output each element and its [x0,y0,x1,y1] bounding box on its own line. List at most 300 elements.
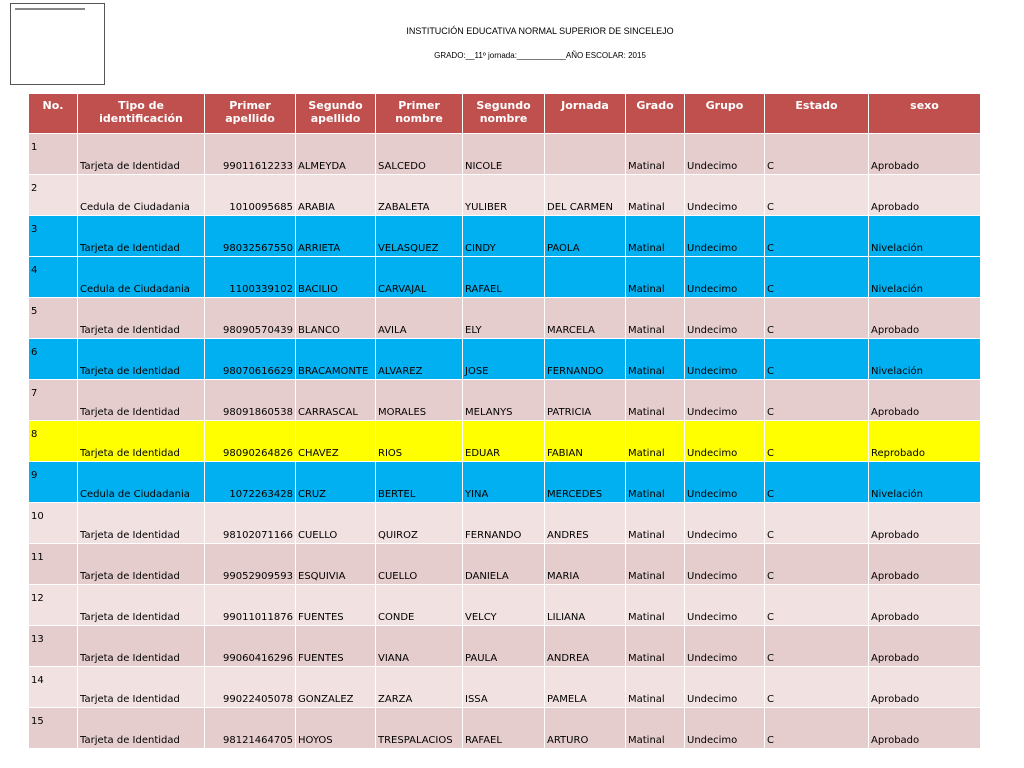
cell-primer-nombre: EDUAR [465,448,501,459]
cell-no-container [29,421,78,462]
cell-tipo: Tarjeta de Identidad [80,366,180,377]
cell-tipo-container [78,626,205,667]
cell-grupo: C [767,530,774,541]
cell-grupo-container [765,380,869,421]
cell-jornada-container [626,175,685,216]
cell-primer-apellido-container [296,626,376,667]
cell-grupo: C [767,243,774,254]
cell-no-container [29,298,78,339]
cell-grupo-container [765,216,869,257]
cell-primer-apellido-container [296,708,376,749]
cell-tipo-container [78,257,205,298]
cell-segundo-nombre: MARCELA [547,325,595,336]
cell-id-container [205,298,296,339]
cell-estado-container [869,544,981,585]
cell-tipo-container [78,380,205,421]
cell-id-container [205,585,296,626]
cell-grado-container [685,134,765,175]
cell-estado: Aprobado [871,653,920,664]
cell-estado: Nivelación [871,284,923,295]
cell-segundo-nombre: FERNANDO [547,366,604,377]
cell-estado: Aprobado [871,161,920,172]
cell-no-container [29,339,78,380]
cell-estado-container [869,298,981,339]
cell-tipo: Tarjeta de Identidad [80,161,180,172]
cell-jornada: Matinal [628,612,665,623]
logo-placeholder-icon [15,8,85,10]
cell-id: 1100339102 [229,284,293,295]
cell-primer-apellido-container [296,134,376,175]
cell-jornada: Matinal [628,407,665,418]
cell-estado: Nivelación [871,489,923,500]
table-row [29,298,981,339]
cell-id-container [205,462,296,503]
cell-id-container [205,544,296,585]
cell-jornada-container [626,585,685,626]
cell-grupo: C [767,448,774,459]
cell-primer-apellido-container [296,667,376,708]
cell-primer-apellido: BLANCO [298,325,340,336]
cell-id: 98090264826 [223,448,293,459]
cell-no: 4 [31,265,38,277]
table-row [29,544,981,585]
cell-grupo: C [767,612,774,623]
cell-grado-container [685,585,765,626]
cell-segundo-apellido: CUELLO [378,571,418,582]
cell-grado: Undecimo [687,366,738,377]
cell-segundo-nombre: LILIANA [547,612,586,623]
cell-jornada: Matinal [628,571,665,582]
cell-primer-nombre-container [463,421,545,462]
cell-primer-apellido: ESQUIVIA [298,571,346,582]
students-table [28,93,981,749]
cell-grupo-container [765,462,869,503]
cell-grado: Undecimo [687,202,738,213]
document-title: INSTITUCIÓN EDUCATIVA NORMAL SUPERIOR DE SINCELEJO [406,26,674,36]
cell-primer-apellido-container [296,257,376,298]
cell-primer-apellido-container [296,339,376,380]
cell-jornada-container [626,339,685,380]
cell-grado: Undecimo [687,448,738,459]
cell-estado-container [869,339,981,380]
cell-primer-apellido-container [296,462,376,503]
col-header-segundo-nombre: Segundo nombre [463,94,545,134]
table-row [29,708,981,749]
cell-primer-nombre: ISSA [465,694,488,705]
cell-id-container [205,339,296,380]
cell-primer-nombre-container [463,380,545,421]
cell-primer-nombre: RAFAEL [465,284,502,295]
cell-grupo: C [767,694,774,705]
cell-primer-apellido: CRUZ [298,489,326,500]
cell-primer-nombre-container [463,503,545,544]
cell-primer-nombre: DANIELA [465,571,509,582]
cell-jornada: Matinal [628,161,665,172]
cell-grado-container [685,298,765,339]
cell-grado: Undecimo [687,653,738,664]
cell-jornada: Matinal [628,735,665,746]
cell-segundo-nombre: ANDRES [547,530,589,541]
cell-tipo: Tarjeta de Identidad [80,243,180,254]
cell-tipo-container [78,216,205,257]
cell-segundo-nombre: PAMELA [547,694,587,705]
cell-no: 9 [31,470,38,482]
table-row [29,626,981,667]
cell-tipo: Tarjeta de Identidad [80,735,180,746]
cell-no-container [29,626,78,667]
cell-id: 98091860538 [223,407,293,418]
cell-segundo-apellido: AVILA [378,325,407,336]
cell-segundo-apellido-container [376,134,463,175]
cell-segundo-apellido-container [376,667,463,708]
cell-no-container [29,544,78,585]
cell-segundo-apellido: VIANA [378,653,409,664]
cell-estado: Aprobado [871,530,920,541]
cell-tipo-container [78,544,205,585]
cell-no-container [29,134,78,175]
cell-segundo-nombre-container [545,708,626,749]
cell-segundo-apellido-container [376,462,463,503]
cell-grupo-container [765,134,869,175]
table-row [29,216,981,257]
cell-segundo-nombre-container [545,626,626,667]
col-header-grupo: Grupo [685,94,765,134]
cell-grado: Undecimo [687,243,738,254]
cell-estado: Aprobado [871,612,920,623]
cell-tipo: Tarjeta de Identidad [80,407,180,418]
cell-segundo-apellido-container [376,298,463,339]
col-header-primer-apellido: Primer apellido [205,94,296,134]
cell-no: 13 [31,634,44,646]
cell-segundo-nombre: PATRICIA [547,407,592,418]
cell-tipo: Tarjeta de Identidad [80,448,180,459]
cell-primer-apellido: ARRIETA [298,243,341,254]
cell-grupo-container [765,175,869,216]
cell-grado-container [685,216,765,257]
cell-estado-container [869,708,981,749]
cell-no: 8 [31,429,38,441]
cell-segundo-nombre-container [545,462,626,503]
cell-no: 2 [31,183,38,195]
cell-tipo-container [78,134,205,175]
cell-no-container [29,708,78,749]
cell-segundo-apellido: CONDE [378,612,415,623]
cell-primer-nombre-container [463,708,545,749]
cell-tipo: Tarjeta de Identidad [80,530,180,541]
cell-primer-nombre-container [463,134,545,175]
cell-primer-apellido: GONZALEZ [298,694,354,705]
cell-no: 11 [31,552,44,564]
cell-tipo-container [78,175,205,216]
cell-segundo-nombre: MARIA [547,571,580,582]
cell-segundo-nombre-container [545,216,626,257]
cell-grupo: C [767,202,774,213]
cell-id-container [205,708,296,749]
cell-id-container [205,626,296,667]
cell-id: 99022405078 [223,694,293,705]
cell-segundo-apellido: ZABALETA [378,202,430,213]
cell-grupo: C [767,407,774,418]
cell-id-container [205,503,296,544]
cell-primer-apellido: FUENTES [298,653,344,664]
cell-jornada: Matinal [628,448,665,459]
cell-grado-container [685,380,765,421]
cell-segundo-apellido: BERTEL [378,489,416,500]
cell-no: 7 [31,388,38,400]
table-body [29,134,981,749]
cell-primer-apellido: ALMEYDA [298,161,346,172]
cell-grado-container [685,708,765,749]
cell-primer-apellido: ARABIA [298,202,335,213]
cell-grado: Undecimo [687,612,738,623]
cell-jornada-container [626,667,685,708]
cell-primer-nombre-container [463,339,545,380]
cell-jornada: Matinal [628,243,665,254]
cell-tipo-container [78,298,205,339]
cell-tipo: Tarjeta de Identidad [80,653,180,664]
cell-primer-apellido: HOYOS [298,735,333,746]
cell-no-container [29,175,78,216]
col-header-primer-nombre: Primer nombre [376,94,463,134]
cell-primer-nombre: YINA [465,489,489,500]
col-header-segundo-apellido: Segundo apellido [296,94,376,134]
cell-tipo-container [78,667,205,708]
cell-estado: Reprobado [871,448,925,459]
cell-primer-nombre-container [463,257,545,298]
table-header-row [29,94,981,134]
cell-grupo: C [767,653,774,664]
cell-id: 98032567550 [223,243,293,254]
cell-grupo-container [765,257,869,298]
cell-tipo: Tarjeta de Identidad [80,325,180,336]
cell-segundo-apellido-container [376,503,463,544]
cell-grado-container [685,421,765,462]
cell-segundo-apellido: QUIROZ [378,530,418,541]
cell-grupo-container [765,298,869,339]
cell-estado-container [869,216,981,257]
cell-segundo-apellido-container [376,626,463,667]
cell-grupo-container [765,626,869,667]
cell-primer-apellido: BRACAMONTE [298,366,369,377]
cell-primer-apellido-container [296,380,376,421]
cell-primer-nombre: FERNANDO [465,530,522,541]
cell-id-container [205,175,296,216]
cell-estado: Nivelación [871,366,923,377]
cell-jornada: Matinal [628,366,665,377]
cell-jornada-container [626,257,685,298]
cell-primer-nombre: VELCY [465,612,497,623]
cell-segundo-apellido-container [376,257,463,298]
cell-estado: Aprobado [871,407,920,418]
cell-segundo-nombre-container [545,544,626,585]
cell-estado: Aprobado [871,202,920,213]
table-row [29,257,981,298]
cell-jornada-container [626,134,685,175]
cell-no: 6 [31,347,38,359]
cell-segundo-nombre-container [545,421,626,462]
cell-tipo-container [78,421,205,462]
cell-segundo-apellido-container [376,216,463,257]
cell-estado-container [869,421,981,462]
cell-no: 1 [31,142,38,154]
cell-segundo-nombre-container [545,298,626,339]
cell-grado: Undecimo [687,284,738,295]
cell-grado-container [685,257,765,298]
cell-grado: Undecimo [687,407,738,418]
cell-id-container [205,421,296,462]
cell-tipo: Cedula de Ciudadania [80,284,190,295]
cell-estado-container [869,503,981,544]
cell-estado: Aprobado [871,571,920,582]
cell-grupo-container [765,421,869,462]
cell-segundo-nombre: DEL CARMEN [547,202,613,213]
cell-grado: Undecimo [687,694,738,705]
cell-no-container [29,667,78,708]
cell-jornada-container [626,503,685,544]
cell-estado-container [869,175,981,216]
cell-segundo-apellido-container [376,421,463,462]
cell-estado-container [869,134,981,175]
cell-jornada: Matinal [628,202,665,213]
cell-segundo-apellido: ALVAREZ [378,366,423,377]
cell-estado: Aprobado [871,325,920,336]
cell-segundo-nombre: FABIAN [547,448,583,459]
cell-no: 12 [31,593,44,605]
cell-id: 99060416296 [223,653,293,664]
cell-primer-apellido-container [296,544,376,585]
cell-jornada-container [626,380,685,421]
cell-primer-nombre-container [463,667,545,708]
cell-grado-container [685,175,765,216]
cell-segundo-apellido: ZARZA [378,694,413,705]
cell-segundo-apellido-container [376,708,463,749]
cell-primer-apellido: BACILIO [298,284,338,295]
cell-primer-apellido-container [296,298,376,339]
cell-jornada: Matinal [628,489,665,500]
cell-grupo: C [767,366,774,377]
cell-segundo-nombre-container [545,380,626,421]
cell-primer-nombre-container [463,175,545,216]
col-header-estado: Estado [765,94,869,134]
cell-no-container [29,380,78,421]
cell-tipo: Tarjeta de Identidad [80,571,180,582]
cell-segundo-apellido-container [376,585,463,626]
table-row [29,585,981,626]
cell-id-container [205,257,296,298]
cell-jornada-container [626,626,685,667]
cell-segundo-apellido: VELASQUEZ [378,243,439,254]
cell-segundo-apellido-container [376,380,463,421]
table-row [29,134,981,175]
cell-segundo-nombre-container [545,503,626,544]
cell-primer-nombre-container [463,626,545,667]
cell-primer-nombre-container [463,216,545,257]
cell-primer-nombre: RAFAEL [465,735,502,746]
cell-id: 98102071166 [223,530,293,541]
cell-primer-nombre: PAULA [465,653,498,664]
cell-segundo-apellido: SALCEDO [378,161,426,172]
cell-primer-apellido-container [296,503,376,544]
cell-no: 3 [31,224,38,236]
cell-primer-nombre: ELY [465,325,482,336]
cell-no: 14 [31,675,44,687]
cell-no-container [29,216,78,257]
cell-jornada: Matinal [628,530,665,541]
cell-segundo-apellido-container [376,544,463,585]
col-header-tipo: Tipo de identificación [78,94,205,134]
cell-estado-container [869,667,981,708]
cell-id-container [205,216,296,257]
cell-estado: Aprobado [871,735,920,746]
cell-segundo-apellido: CARVAJAL [378,284,427,295]
cell-no: 10 [31,511,44,523]
cell-jornada: Matinal [628,653,665,664]
cell-segundo-nombre-container [545,175,626,216]
cell-jornada: Matinal [628,284,665,295]
cell-no-container [29,503,78,544]
cell-primer-nombre: CINDY [465,243,496,254]
cell-segundo-apellido: MORALES [378,407,427,418]
cell-tipo: Cedula de Ciudadania [80,202,190,213]
cell-id: 98070616629 [223,366,293,377]
cell-grado-container [685,544,765,585]
cell-grado-container [685,626,765,667]
table-row [29,667,981,708]
cell-estado-container [869,462,981,503]
cell-id: 99052909593 [223,571,293,582]
cell-segundo-nombre-container [545,257,626,298]
cell-primer-apellido: CUELLO [298,530,338,541]
cell-segundo-apellido-container [376,339,463,380]
cell-grado: Undecimo [687,571,738,582]
cell-id: 98090570439 [223,325,293,336]
cell-grupo: C [767,161,774,172]
cell-grado-container [685,462,765,503]
cell-jornada-container [626,544,685,585]
cell-grupo-container [765,585,869,626]
cell-id-container [205,134,296,175]
cell-no: 5 [31,306,38,318]
cell-tipo-container [78,462,205,503]
cell-primer-apellido-container [296,216,376,257]
cell-id-container [205,380,296,421]
cell-segundo-nombre-container [545,134,626,175]
cell-grupo-container [765,544,869,585]
cell-estado: Nivelación [871,243,923,254]
cell-primer-apellido: FUENTES [298,612,344,623]
cell-estado-container [869,380,981,421]
cell-primer-nombre: JOSE [465,366,489,377]
cell-segundo-apellido: TRESPALACIOS [378,735,453,746]
cell-grado: Undecimo [687,161,738,172]
cell-id: 98121464705 [223,735,293,746]
cell-estado-container [869,257,981,298]
cell-estado: Aprobado [871,694,920,705]
cell-segundo-apellido: RIOS [378,448,403,459]
cell-no-container [29,462,78,503]
cell-primer-nombre-container [463,585,545,626]
cell-grupo-container [765,708,869,749]
table-row [29,339,981,380]
cell-estado-container [869,626,981,667]
cell-grupo: C [767,571,774,582]
cell-grado-container [685,339,765,380]
table-row [29,503,981,544]
cell-tipo-container [78,708,205,749]
cell-id: 99011612233 [223,161,293,172]
cell-primer-nombre: YULIBER [465,202,508,213]
cell-primer-apellido-container [296,175,376,216]
